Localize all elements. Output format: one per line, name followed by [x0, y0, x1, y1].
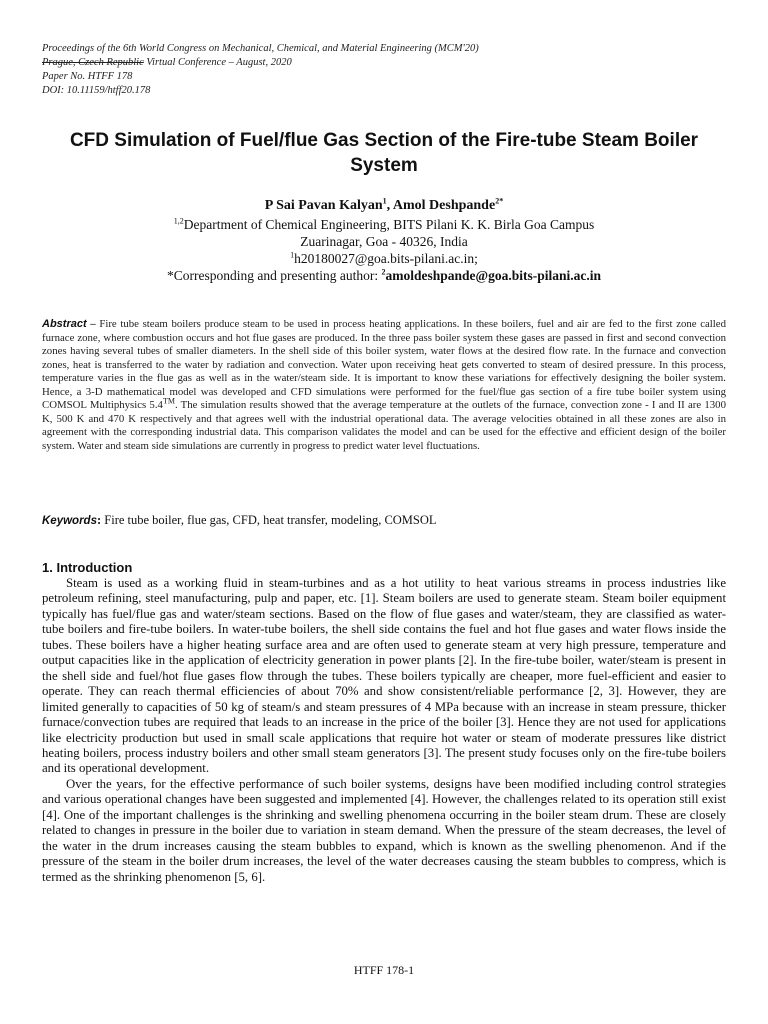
venue-date: Virtual Conference – August, 2020 [143, 57, 292, 68]
venue-line [42, 56, 722, 70]
abstract-text: . The simulation results showed that the average temperature at the outlets of the furnace, convection zone - I and II are 1300 K, 500 K and 470 K respectively and that agrees well with the industrial operational data. The average velocities obtained in all these zones are also in agreement with the corresponding industrial data. This comparison validates the model and can be used for the effective and efficient design of the boiler system. Water and steam side simulations are currently in progress to predict water level fluctuations. [42, 399, 726, 452]
affil-sup: 1,2 [173, 216, 184, 226]
abstract-block [42, 318, 726, 453]
abstract-text: Fire tube steam boilers produce steam to be used in process heating applications. In these boilers, fuel and air are fed to the first zone called furnace zone, where combustion occurs and hot flue gases are produced. In the three pass boiler system these gases are passed in first and second convection zones having several tubes of smaller diameters. In the shell side of this boiler system, water flows at the desired flow rate. In the furnace and convection zones, heat is transferred to the water by radiation and convection. Water upon receiving heat gets converted to steam of desired pressure. In this process, temperature varies in the flue gas as well as in the water/steam side. It is important to know these variations for effectively designing the boiler system. Hence, a 3-D mathematical model was developed and CFD simulations were performed for the fuel/flue gas section of a fire tube boiler system using COMSOL Multiphysics 5.4 [42, 318, 726, 411]
doi-line: DOI: 10.11159/htff20.178 [42, 85, 151, 96]
introduction-body [42, 576, 726, 885]
email-sup: 2 [381, 267, 386, 277]
author2-email[interactable]: amoldeshpande@goa.bits-pilani.ac.in [385, 268, 601, 283]
corresponding-line [40, 267, 728, 284]
department-line [40, 216, 728, 233]
trademark-sup: TM [162, 396, 175, 406]
proceedings-header [42, 42, 722, 98]
section-heading: 1. Introduction [42, 560, 133, 575]
struck-location: Prague, Czech Republic [42, 57, 144, 68]
author-list [40, 197, 728, 215]
author-name: P Sai Pavan Kalyan [264, 198, 383, 213]
author-separator: , [386, 198, 393, 213]
paper-title: CFD Simulation of Fuel/flue Gas Section of the Fire-tube Steam Boiler System [69, 130, 699, 176]
department: Department of Chemical Engineering, BITS Pilani K. K. Birla Goa Campus [183, 217, 595, 232]
body-paragraph: Steam is used as a working fluid in steam-turbines and as a hot utility to heat various streams in process industries like petroleum refining, steel manufacturing, pulp and paper, etc. [1]. Steam boilers are used to generate steam. Steam boiler equipment typically has fuel/flue gas and water/steam sections. Based on the flow of flue gases and water/steam, they are classified as water-tube boilers and fire-tube boilers. In water-tube boilers, the shell side contains the fuel and hot flue gases and water flows inside the tubes. These boilers have a higher heating surface area and are often used to generate steam at very high pressure, temperature and output capacities like in the application of electricity generation in power plants [2]. In the fire-tube boiler, water/steam is present in the shell side and fuel/hot flue gases flow through the tubes. These boilers typically are cheaper, more fuel-efficient and easier to operate. They can reach thermal efficiencies of about 70% and show consistent/reliable performance [2, 3]. However, they are limited generally to capacities of 50 kg of steam/s and steam pressures of 4 MPa because with an increase in steam pressure, thicker furnace/convection tubes are required that leads to an increase in the price of the boiler [3]. Hence they are not used for applications like electricity production but used in small scale applications that require hot water or steam of moderate pressures like district heating boilers, process industry boilers and other small steam generators [3]. The present study focuses only on the fire-tube boilers and its operational development. [42, 576, 726, 776]
body-paragraph: Over the years, for the effective performance of such boiler systems, designs have been modified including control strategies and various operational changes have been suggested and implemented [4]. However, the challenges related to its operation still exist [4]. One of the important challenges is the shrinking and swelling phenomena occurring in the boiler steam drum. These are closely related to changes in pressure in the boiler due to variation in steam demand. When the pressure of the steam decreases, the level of the water in the drum increases causing the steam bubbles to expand, which is known as the swelling phenomenon. And if the pressure of the steam in the boiler drum increases, the level of the water decreases causing the steam bubbles to compress, which is termed as the shrinking phenomenon [5, 6]. [42, 776, 726, 884]
keywords-label: Keywords [42, 515, 97, 527]
keywords-colon: : [96, 513, 105, 527]
conference-line: Proceedings of the 6th World Congress on Mechanical, Chemical, and Material Engineering (MCM'20) [42, 43, 479, 54]
keywords-block [42, 512, 726, 529]
author-name: Amol Deshpande [392, 198, 496, 213]
author1-email[interactable]: h20180027@goa.bits-pilani.ac.in; [294, 251, 478, 266]
abstract-dash: – [86, 318, 100, 330]
author-sup: 1 [382, 196, 387, 206]
paper-number: Paper No. HTFF 178 [42, 71, 133, 82]
affiliation-block [40, 216, 728, 284]
author-sup: 2* [495, 196, 504, 206]
email-sup: 1 [290, 250, 295, 260]
page-footer: HTFF 178-1 [353, 963, 415, 977]
address-line: Zuarinagar, Goa - 40326, India [300, 234, 468, 249]
corresponding-label: *Corresponding and presenting author: [167, 268, 382, 283]
email-line [40, 250, 728, 267]
keywords-text: Fire tube boiler, flue gas, CFD, heat transfer, modeling, COMSOL [104, 513, 437, 527]
abstract-label: Abstract [42, 318, 87, 330]
